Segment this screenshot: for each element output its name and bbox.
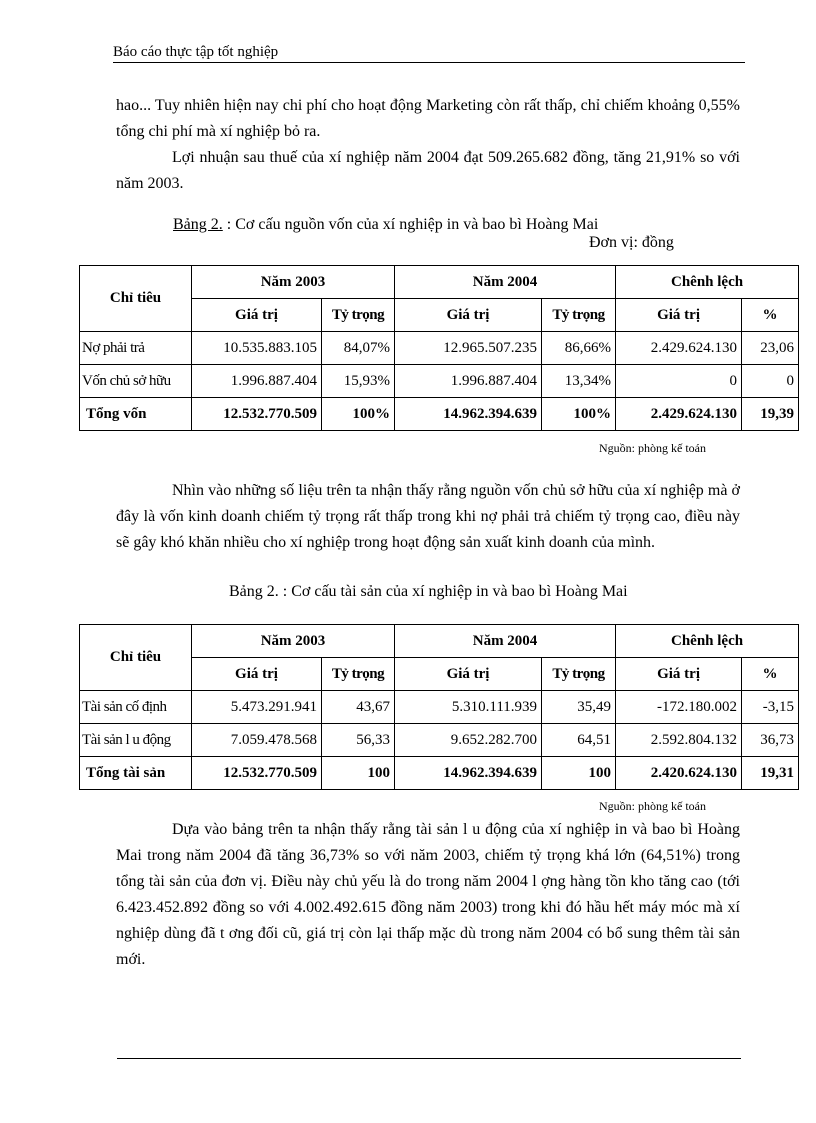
cell: 15,93%: [322, 365, 395, 398]
cell: -172.180.002: [616, 691, 742, 724]
cell: 100: [322, 757, 395, 790]
table2-caption: Bảng 2. : Cơ cấu tài sản của xí nghiệp in và bao bì Hoàng Mai: [229, 583, 628, 600]
cell: 0: [742, 365, 799, 398]
header-group: Năm 2003: [192, 625, 395, 658]
cell: 12.965.507.235: [395, 332, 542, 365]
table1-caption: [173, 215, 598, 235]
subheader: %: [742, 299, 799, 332]
subheader: Tỷ trọng: [542, 658, 616, 691]
subheader: Giá trị: [616, 658, 742, 691]
capital-structure-table: [79, 265, 799, 431]
table-row: [80, 332, 799, 365]
cell: 14.962.394.639: [395, 398, 542, 431]
asset-structure-table: [79, 624, 799, 790]
cell: -3,15: [742, 691, 799, 724]
cell: 2.592.804.132: [616, 724, 742, 757]
cell: 36,73: [742, 724, 799, 757]
cell: 100%: [322, 398, 395, 431]
cell: 64,51: [542, 724, 616, 757]
header-chi-tieu: Chỉ tiêu: [80, 625, 192, 691]
cell: 2.420.624.130: [616, 757, 742, 790]
footer-divider: [117, 1058, 741, 1059]
paragraph-profit: Lợi nhuận sau thuế của xí nghiệp năm 2004 đạt 509.265.682 đồng, tăng 21,91% so với năm 2003.: [116, 149, 740, 192]
cell: 12.532.770.509: [192, 398, 322, 431]
cell: 5.310.111.939: [395, 691, 542, 724]
header-group: Chênh lệch: [616, 266, 799, 299]
table-header-row: [80, 625, 799, 658]
cell: 5.473.291.941: [192, 691, 322, 724]
subheader: Tỷ trọng: [542, 299, 616, 332]
cell: 86,66%: [542, 332, 616, 365]
header-chi-tieu: Chỉ tiêu: [80, 266, 192, 332]
cell: 2.429.624.130: [616, 398, 742, 431]
table-total-row: [80, 398, 799, 431]
header-group: Năm 2004: [395, 625, 616, 658]
cell: 9.652.282.700: [395, 724, 542, 757]
subheader: Giá trị: [192, 299, 322, 332]
table1-caption-text: : Cơ cấu nguồn vốn của xí nghiệp in và bao bì Hoàng Mai: [222, 216, 599, 233]
table-row: [80, 724, 799, 757]
cell: 10.535.883.105: [192, 332, 322, 365]
cell: 100: [542, 757, 616, 790]
paragraph-capital-analysis: Nhìn vào những số liệu trên ta nhận thấy rằng nguồn vốn chủ sở hữu của xí nghiệp mà ở đây là vốn kinh doanh chiếm tỷ trọng rất thấp trong khi nợ phải trả chiếm tỷ trọng cao, điều này sẽ gây khó khăn nhiều cho xí nghiệp trong hoạt động sản xuất kinh doanh của mình.: [116, 482, 740, 551]
row-label: Tổng vốn: [80, 398, 192, 431]
subheader: Giá trị: [616, 299, 742, 332]
cell: 12.532.770.509: [192, 757, 322, 790]
cell: 13,34%: [542, 365, 616, 398]
cell: 7.059.478.568: [192, 724, 322, 757]
header-group: Năm 2004: [395, 266, 616, 299]
table-header-row: [80, 266, 799, 299]
header-group: Chênh lệch: [616, 625, 799, 658]
cell: 35,49: [542, 691, 616, 724]
cell: 2.429.624.130: [616, 332, 742, 365]
subheader: Giá trị: [395, 299, 542, 332]
cell: 23,06: [742, 332, 799, 365]
table1-source: Nguồn: phòng kế toán: [599, 441, 706, 455]
header-group: Năm 2003: [192, 266, 395, 299]
cell: 19,39: [742, 398, 799, 431]
row-label: Tổng tài sản: [80, 757, 192, 790]
table-row: [80, 365, 799, 398]
row-label: Nợ phải trả: [80, 332, 192, 365]
subheader: Tỷ trọng: [322, 658, 395, 691]
paragraph-asset-analysis: Dựa vào bảng trên ta nhận thấy rằng tài sản l u động của xí nghiệp in và bao bì Hoàng Mai trong năm 2004 đã tăng 36,73% so với năm 2003, chiếm tỷ trọng khá lớn (64,51%) trong tổng tài sản của đơn vị. Điều này chủ yếu là do trong năm 2004 l ợng hàng tồn kho tăng cao (tới 6.423.452.892 đồng so với 4.002.492.615 đồng năm 2003) trong khi đó hầu hết máy móc mà xí nghiệp dùng đã t ơng đối cũ, giá trị còn lại thấp mặc dù trong năm 2004 có bổ sung thêm tài sản mới.: [116, 821, 740, 968]
cell: 0: [616, 365, 742, 398]
row-label: Vốn chủ sở hữu: [80, 365, 192, 398]
table-row: [80, 691, 799, 724]
subheader: Giá trị: [192, 658, 322, 691]
row-label: Tài sản cố định: [80, 691, 192, 724]
page-header: [113, 42, 745, 63]
paragraph-marketing: hao... Tuy nhiên hiện nay chi phí cho hoạt động Marketing còn rất thấp, chỉ chiếm khoảng 0,55% tổng chi phí mà xí nghiệp bỏ ra.: [116, 97, 740, 140]
cell: 43,67: [322, 691, 395, 724]
header-title: Báo cáo thực tập tốt nghiệp: [113, 44, 279, 60]
cell: 1.996.887.404: [192, 365, 322, 398]
subheader: %: [742, 658, 799, 691]
row-label: Tài sản l u động: [80, 724, 192, 757]
cell: 100%: [542, 398, 616, 431]
table1-unit: Đơn vị: đồng: [589, 234, 674, 251]
subheader: Giá trị: [395, 658, 542, 691]
table2-source: Nguồn: phòng kế toán: [599, 799, 706, 813]
cell: 14.962.394.639: [395, 757, 542, 790]
cell: 1.996.887.404: [395, 365, 542, 398]
subheader: Tỷ trọng: [322, 299, 395, 332]
table-total-row: [80, 757, 799, 790]
cell: 84,07%: [322, 332, 395, 365]
cell: 19,31: [742, 757, 799, 790]
cell: 56,33: [322, 724, 395, 757]
table1-caption-label: Bảng 2.: [173, 216, 223, 233]
